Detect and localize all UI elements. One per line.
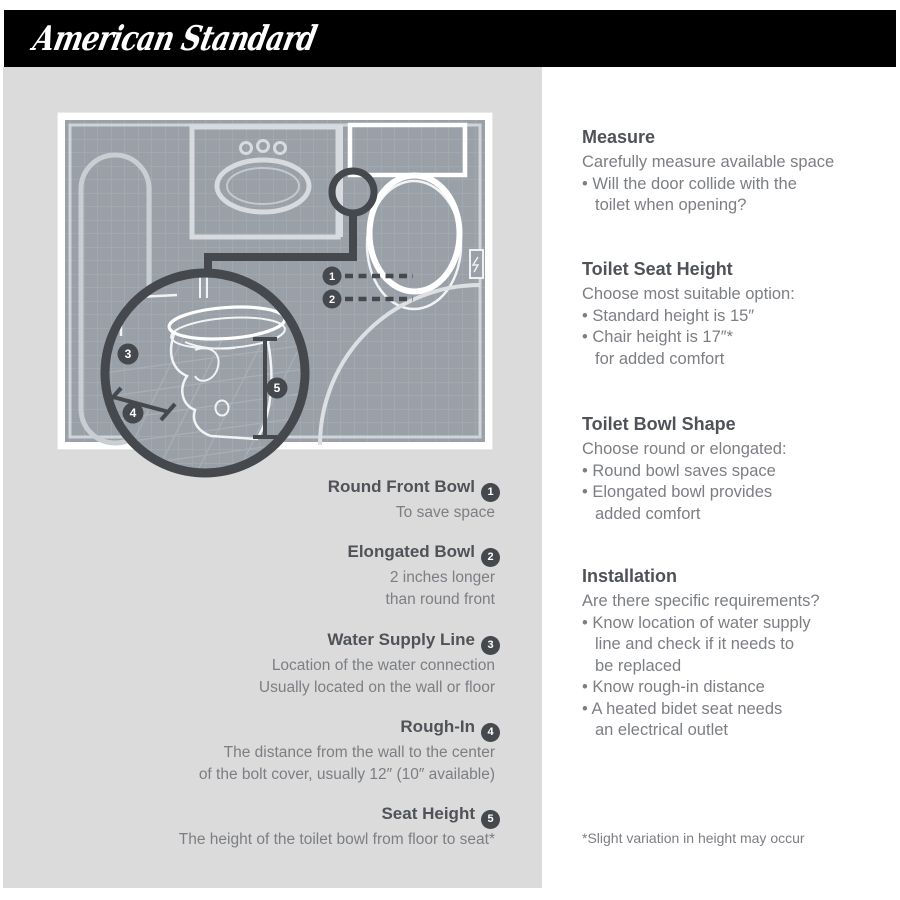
bullet-line: • Chair height is 17″*: [582, 328, 734, 346]
legend-title: Water Supply Line 3: [30, 629, 500, 655]
legend-title: Rough-In 4: [30, 716, 500, 742]
bullet-continuation: for added comfort: [595, 349, 725, 368]
bullet-line: • Elongated bowl provides: [582, 483, 773, 501]
bullet-line: • Round bowl saves space: [582, 461, 776, 480]
legend-number-badge: 5: [481, 810, 500, 829]
badge-3: [118, 344, 139, 365]
badge-4: [123, 403, 144, 424]
bullet-continuation: be replaced: [595, 656, 682, 675]
legend-description-line: Location of the water connection: [271, 656, 495, 674]
section-toilet-seat-height: [582, 258, 892, 370]
legend-item: [30, 716, 500, 786]
legend-item: [30, 803, 500, 851]
section-heading: Measure: [582, 127, 656, 147]
bullet-line: • A heated bidet seat needs: [582, 699, 783, 718]
bullet-line: • Know rough-in distance: [582, 678, 765, 696]
section-heading: Toilet Bowl Shape: [582, 414, 736, 434]
bullet-continuation: toilet when opening?: [595, 196, 747, 214]
legend-item: [30, 541, 500, 611]
legend-description-line: than round front: [385, 590, 495, 608]
legend-number-badge: 3: [481, 636, 500, 655]
bullet-continuation: line and check if it needs to: [595, 635, 795, 653]
section-heading: Toilet Seat Height: [582, 259, 733, 279]
svg-text:2: 2: [328, 294, 336, 306]
badge-5: [267, 378, 288, 399]
brand-banner: [4, 10, 896, 67]
legend-description-line: of the bolt cover, usually 12″ (10″ available): [198, 765, 495, 783]
section-toilet-bowl-shape: [582, 413, 892, 525]
legend-title: Round Front Bowl 1: [30, 476, 500, 502]
bathroom-blueprint: [57, 112, 493, 484]
section-intro: Carefully measure available space: [582, 153, 835, 171]
legend-number-badge: 2: [481, 548, 500, 567]
outlet-icon: [470, 250, 483, 278]
bullet-line: • Will the door collide with the: [582, 174, 797, 193]
american-standard-logo: American Standard: [29, 18, 320, 59]
legend-description-line: The height of the toilet bowl from floor to seat*: [178, 830, 495, 848]
bullet-continuation: added comfort: [595, 504, 701, 523]
section-installation: [582, 565, 892, 742]
blueprint-svg: [57, 112, 493, 484]
section-heading: Installation: [582, 566, 678, 586]
section-intro: Are there specific requirements?: [582, 592, 820, 610]
svg-text:1: 1: [328, 271, 336, 283]
legend-description-line: Usually located on the wall or floor: [258, 678, 495, 696]
bullet-line: • Standard height is 15″: [582, 306, 755, 325]
legend-title: Elongated Bowl 2: [30, 541, 500, 567]
legend-description-line: To save space: [395, 503, 495, 521]
legend-number-badge: 4: [481, 723, 500, 742]
legend-item: [30, 629, 500, 699]
legend-number-badge: 1: [481, 483, 500, 502]
bullet-continuation: an electrical outlet: [595, 721, 728, 739]
section-intro: Choose round or elongated:: [582, 440, 787, 458]
section-measure: [582, 126, 892, 217]
legend-description-line: The distance from the wall to the center: [223, 743, 495, 761]
svg-text:5: 5: [273, 381, 281, 395]
svg-text:4: 4: [129, 406, 137, 420]
legend-title: Seat Height 5: [30, 803, 500, 829]
legend-description-line: 2 inches longer: [389, 568, 495, 586]
footnote: *Slight variation in height may occur: [582, 830, 805, 846]
legend-item: [30, 476, 500, 524]
bullet-line: • Know location of water supply: [582, 613, 811, 632]
svg-text:3: 3: [124, 347, 132, 361]
section-intro: Choose most suitable option:: [582, 285, 795, 303]
